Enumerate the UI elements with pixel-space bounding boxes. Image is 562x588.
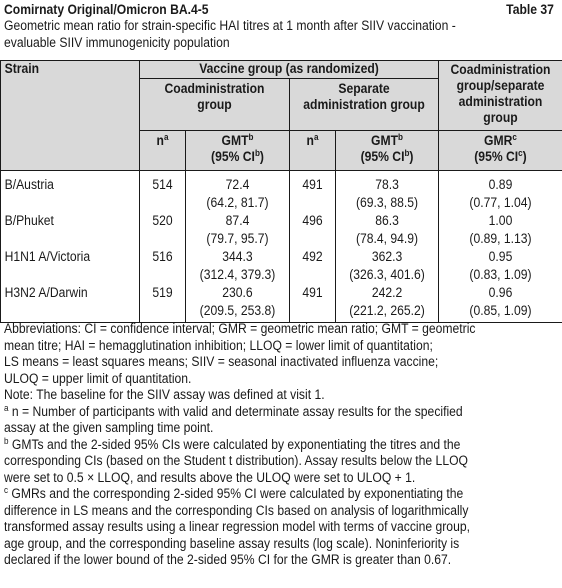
- gmt-value: 230.6: [222, 285, 253, 300]
- gmt-cell: [186, 171, 290, 213]
- strain-cell: [1, 171, 140, 213]
- abbreviations-line: LS means = least squares means; SIIV = seasonal inactivated influenza vaccine;: [4, 354, 439, 369]
- n-value: 514: [152, 177, 173, 192]
- gmt-value: 78.3: [375, 177, 399, 192]
- gmt-label: GMT: [221, 133, 249, 148]
- ci-value: (78.4, 94.9): [355, 231, 419, 246]
- coadmin-header-line: group: [197, 97, 232, 112]
- footnote-ref: c: [512, 132, 517, 142]
- strain-cell: [1, 248, 140, 284]
- table-row: [1, 212, 562, 248]
- abbreviations-line: mean titre; HAI = hemagglutination inhibition; LLOQ = lower limit of quantitation;: [4, 337, 433, 353]
- separate-header-line: administration group: [303, 97, 425, 112]
- gmr-cell: [439, 212, 562, 248]
- abbreviations-line: Abbreviations: CI = confidence interval; GMR = geometric mean ratio; GMT = geometric: [4, 321, 476, 336]
- ci-value: (0.89, 1.13): [469, 231, 532, 246]
- header-row: [1, 61, 562, 79]
- ratio-header-cell: [439, 61, 562, 131]
- n-header-cell: [290, 131, 336, 171]
- ci-value: (64.2, 81.7): [206, 195, 269, 210]
- n-value: 492: [302, 249, 323, 264]
- ratio-header-line: group: [483, 110, 518, 125]
- gmt-value: 72.4: [225, 177, 250, 192]
- results-table: [0, 60, 562, 323]
- footnote-mark: a: [4, 402, 9, 413]
- footnote-line: transformed assay results using a linear regression model with terms of vaccine group,: [4, 519, 470, 534]
- document-title: Comirnaty Original/Omicron BA.4-5: [4, 2, 209, 17]
- separate-header-cell: [290, 79, 439, 131]
- gmt-value: 362.3: [371, 249, 403, 264]
- footnote-line: difference in LS means and the corresponding CIs based on analysis of logarithmically: [4, 502, 469, 518]
- footnote-line: age group, and the corresponding baseline assay results (log scale). Noninferiority is: [4, 535, 460, 551]
- note-line: Note: The baseline for the SIIV assay was defined at visit 1.: [4, 387, 325, 402]
- strain-name: B/Phuket: [4, 213, 54, 228]
- ratio-header-line: administration: [458, 94, 543, 109]
- gmr-value: 1.00: [488, 213, 513, 228]
- table-row: [1, 284, 562, 323]
- gmt-cell: [186, 248, 290, 284]
- gmt-label: GMT: [371, 133, 399, 148]
- gmr-value: 0.95: [488, 249, 513, 264]
- n-cell: [140, 212, 186, 248]
- footnote-line: assay at the given sampling time point.: [4, 420, 214, 435]
- gmt-cell: [336, 171, 439, 213]
- gmr-cell: [439, 284, 562, 323]
- footnote-text: GMTs and the 2-sided 95% CIs were calculated by exponentiating the titres and the: [8, 436, 461, 452]
- coadmin-header-cell: [140, 79, 290, 131]
- gmt-cell: [336, 284, 439, 323]
- ci-value: (0.77, 1.04): [469, 195, 532, 210]
- gmr-label: GMR: [484, 133, 513, 148]
- gmr-header-cell: [439, 131, 562, 171]
- footnote-text: n = Number of participants with valid and determinate assay results for the specified: [8, 403, 463, 419]
- footnote-line: declared if the lower bound of the 2-sided 95% CI for the GMR is greater than 0.67.: [4, 552, 452, 567]
- n-cell: [140, 284, 186, 323]
- gmt-cell: [336, 248, 439, 284]
- ci-label-close: ): [409, 149, 414, 164]
- footnote-b: [4, 437, 560, 454]
- separate-header-line: Separate: [338, 81, 390, 96]
- n-value: 491: [302, 285, 323, 300]
- title-row: [4, 2, 554, 18]
- n-label: n: [156, 133, 164, 148]
- n-cell: [140, 248, 186, 284]
- ci-label-close: ): [259, 149, 264, 164]
- n-header-cell: [140, 131, 186, 171]
- ci-value: (79.7, 95.7): [206, 231, 269, 246]
- gmr-value: 0.89: [488, 177, 513, 192]
- ci-label: (95% CI: [474, 149, 519, 164]
- footnote-a: [4, 404, 560, 421]
- gmt-value: 344.3: [222, 249, 253, 264]
- footnote-text: GMRs and the corresponding 2-sided 95% CI were calculated by exponentiating the: [8, 486, 464, 501]
- ci-value: (326.3, 401.6): [349, 267, 425, 282]
- table-row: [1, 171, 562, 213]
- ratio-header-line: group/separate: [456, 78, 545, 93]
- footnote-ref: b: [404, 148, 410, 158]
- n-cell: [290, 248, 336, 284]
- strain-cell: [1, 212, 140, 248]
- footnote-ref: b: [254, 148, 260, 158]
- footnote-ref: b: [248, 132, 254, 142]
- strain-name: H1N1 A/Victoria: [4, 249, 91, 264]
- gmt-header-cell: [336, 131, 439, 171]
- gmt-cell: [186, 284, 290, 323]
- n-cell: [290, 212, 336, 248]
- ci-label: (95% CI: [211, 149, 255, 164]
- gmt-value: 242.2: [371, 285, 403, 300]
- ci-label-close: ): [522, 149, 527, 164]
- table-caption: [4, 18, 562, 51]
- gmt-header-cell: [186, 131, 290, 171]
- n-value: 496: [302, 213, 323, 228]
- coadmin-header-line: Coadministration: [164, 81, 265, 96]
- caption-line: Geometric mean ratio for strain-specific HAI titres at 1 month after SIIV vaccination -: [4, 18, 456, 33]
- n-value: 491: [302, 177, 323, 192]
- footnote-ref: a: [313, 132, 319, 142]
- vaccine-group-header-cell: [140, 61, 439, 79]
- strain-header-cell: [1, 61, 140, 171]
- strain-cell: [1, 284, 140, 323]
- ci-value: (312.4, 379.3): [199, 267, 276, 282]
- ci-value: (221.2, 265.2): [349, 303, 425, 318]
- footnote-line: were set to 0.5 × LLOQ, and results above the ULOQ were set to ULOQ + 1.: [4, 469, 416, 485]
- strain-header: Strain: [4, 61, 40, 76]
- footnote-line: corresponding CIs (based on the Student t distribution). Assay results below the LLOQ: [4, 453, 468, 468]
- gmr-cell: [439, 248, 562, 284]
- n-cell: [290, 171, 336, 213]
- gmr-value: 0.96: [488, 285, 513, 300]
- gmt-value: 86.3: [375, 213, 399, 228]
- abbreviations-line: ULOQ = upper limit of quantitation.: [4, 370, 192, 386]
- gmt-value: 87.4: [225, 213, 250, 228]
- ci-value: (69.3, 88.5): [355, 195, 419, 210]
- ci-value: (209.5, 253.8): [199, 303, 276, 318]
- n-value: 519: [152, 285, 173, 300]
- caption-line: evaluable SIIV immunogenicity population: [4, 34, 230, 50]
- vaccine-group-header: Vaccine group (as randomized): [199, 61, 379, 76]
- n-cell: [290, 284, 336, 323]
- footnote-mark: c: [4, 485, 9, 495]
- n-value: 520: [152, 213, 173, 228]
- table-label: Table 37: [506, 2, 554, 17]
- ratio-header-line: Coadministration: [450, 62, 551, 77]
- strain-name: B/Austria: [4, 177, 54, 192]
- footnote-ref: c: [518, 148, 523, 158]
- footnote-ref: b: [398, 132, 403, 142]
- ci-value: (0.83, 1.09): [469, 267, 532, 282]
- n-label: n: [306, 133, 314, 148]
- footnote-ref: a: [163, 132, 169, 142]
- footnote-mark: b: [4, 435, 9, 446]
- ci-label: (95% CI: [360, 149, 405, 164]
- gmt-cell: [336, 212, 439, 248]
- gmt-cell: [186, 212, 290, 248]
- n-value: 516: [152, 249, 173, 264]
- footnote-c: [4, 486, 560, 503]
- n-cell: [140, 171, 186, 213]
- strain-name: H3N2 A/Darwin: [4, 285, 88, 300]
- ci-value: (0.85, 1.09): [469, 303, 532, 318]
- gmr-cell: [439, 171, 562, 213]
- table-footnotes: [4, 321, 560, 569]
- table-row: [1, 248, 562, 284]
